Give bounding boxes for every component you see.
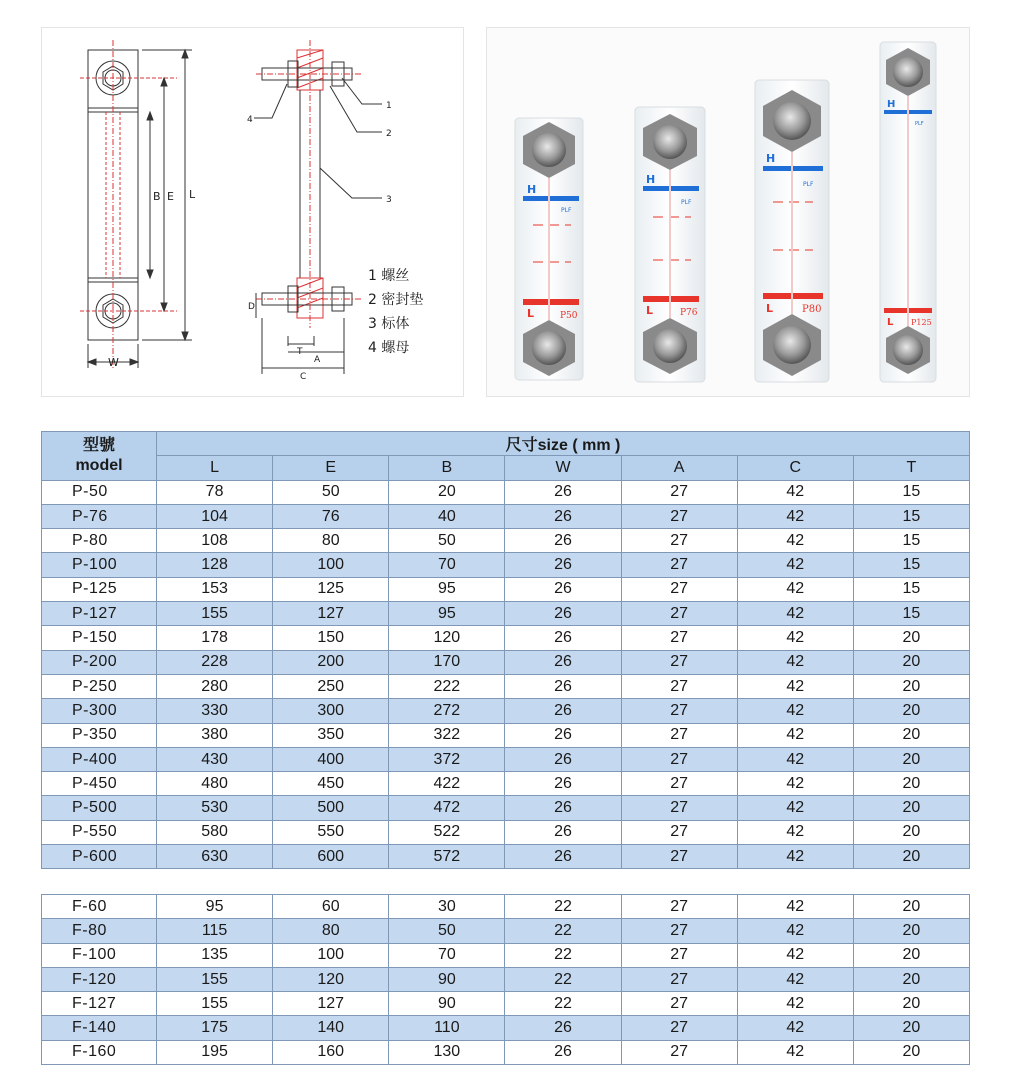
model-cell: P-80: [42, 529, 157, 553]
size-cell: 125: [273, 577, 389, 601]
legend-number: 2: [368, 292, 377, 308]
legend-item: [368, 264, 423, 288]
dim-label-l: L: [189, 188, 196, 201]
size-cell: 120: [273, 967, 389, 991]
size-cell: 600: [273, 845, 389, 869]
size-cell: 110: [389, 1016, 505, 1040]
model-cell: P-550: [42, 820, 157, 844]
legend-number: 3: [368, 316, 377, 332]
column-header: T: [853, 456, 969, 480]
model-cell: P-500: [42, 796, 157, 820]
model-mark: P80: [802, 304, 822, 315]
size-cell: 160: [273, 1040, 389, 1064]
size-cell: 90: [389, 967, 505, 991]
size-cell: 42: [737, 967, 853, 991]
size-cell: 27: [621, 845, 737, 869]
low-mark-label: L: [527, 307, 535, 320]
size-cell: 222: [389, 674, 505, 698]
model-cell: P-600: [42, 845, 157, 869]
dim-label-a: A: [314, 355, 321, 365]
size-cell: 76: [273, 504, 389, 528]
size-cell: 155: [157, 967, 273, 991]
high-mark-label: H: [887, 99, 896, 110]
legend-text: 密封垫: [381, 292, 424, 308]
size-cell: 42: [737, 772, 853, 796]
size-cell: 300: [273, 699, 389, 723]
size-cell: 530: [157, 796, 273, 820]
size-cell: 22: [505, 919, 621, 943]
size-cell: 20: [853, 747, 969, 771]
spec-table-f-series: [41, 894, 970, 1065]
size-cell: 195: [157, 1040, 273, 1064]
size-cell: 26: [505, 577, 621, 601]
table-row: [42, 1016, 970, 1040]
size-cell: 22: [505, 895, 621, 919]
size-cell: 178: [157, 626, 273, 650]
size-cell: 95: [389, 602, 505, 626]
size-cell: 200: [273, 650, 389, 674]
gauge-p125: [880, 42, 936, 382]
size-cell: 20: [853, 943, 969, 967]
size-cell: 400: [273, 747, 389, 771]
size-cell: 155: [157, 602, 273, 626]
size-cell: 130: [389, 1040, 505, 1064]
table-row: [42, 747, 970, 771]
high-mark-label: H: [766, 152, 776, 165]
size-cell: 70: [389, 943, 505, 967]
logo-mark: PLF: [915, 121, 924, 127]
size-cell: 27: [621, 895, 737, 919]
size-cell: 27: [621, 1040, 737, 1064]
logo-mark: PLF: [803, 181, 814, 188]
callout-2: 2: [386, 129, 392, 139]
size-cell: 80: [273, 919, 389, 943]
size-cell: 20: [853, 796, 969, 820]
size-cell: 472: [389, 796, 505, 820]
size-cell: 20: [853, 992, 969, 1016]
product-photos: [487, 28, 971, 398]
model-cell: P-350: [42, 723, 157, 747]
size-cell: 26: [505, 796, 621, 820]
size-cell: 50: [273, 480, 389, 504]
size-cell: 27: [621, 967, 737, 991]
column-header: L: [157, 456, 273, 480]
gauge-p76: [635, 107, 705, 382]
size-cell: 450: [273, 772, 389, 796]
model-cell: P-100: [42, 553, 157, 577]
callout-4: 4: [247, 115, 253, 125]
size-cell: 26: [505, 553, 621, 577]
model-cell: P-127: [42, 602, 157, 626]
size-cell: 27: [621, 772, 737, 796]
table-row: [42, 577, 970, 601]
size-cell: 42: [737, 723, 853, 747]
size-cell: 15: [853, 553, 969, 577]
table-row: [42, 992, 970, 1016]
dim-label-w: W: [108, 356, 119, 369]
legend-text: 螺丝: [381, 268, 410, 284]
size-cell: 322: [389, 723, 505, 747]
size-cell: 42: [737, 943, 853, 967]
size-cell: 430: [157, 747, 273, 771]
size-cell: 20: [853, 699, 969, 723]
size-cell: 422: [389, 772, 505, 796]
size-cell: 27: [621, 992, 737, 1016]
size-cell: 42: [737, 504, 853, 528]
size-cell: 135: [157, 943, 273, 967]
size-cell: 104: [157, 504, 273, 528]
model-cell: P-400: [42, 747, 157, 771]
size-cell: 480: [157, 772, 273, 796]
size-cell: 20: [853, 820, 969, 844]
table-row: [42, 650, 970, 674]
size-cell: 42: [737, 919, 853, 943]
model-cell: P-450: [42, 772, 157, 796]
size-cell: 27: [621, 504, 737, 528]
size-cell: 26: [505, 772, 621, 796]
size-cell: 26: [505, 820, 621, 844]
product-photo-panel: [486, 27, 970, 397]
size-cell: 26: [505, 529, 621, 553]
model-cell: P-76: [42, 504, 157, 528]
size-cell: 20: [853, 845, 969, 869]
size-cell: 42: [737, 602, 853, 626]
size-cell: 630: [157, 845, 273, 869]
size-cell: 95: [389, 577, 505, 601]
table-row: [42, 626, 970, 650]
table-row: [42, 602, 970, 626]
size-cell: 27: [621, 1016, 737, 1040]
size-cell: 20: [389, 480, 505, 504]
size-cell: 20: [853, 772, 969, 796]
p-series-rows: [42, 480, 970, 869]
callout-1: 1: [386, 101, 392, 111]
size-cell: 30: [389, 895, 505, 919]
size-cell: 50: [389, 919, 505, 943]
size-cell: 20: [853, 1040, 969, 1064]
size-cell: 20: [853, 674, 969, 698]
legend-text: 螺母: [381, 340, 410, 356]
size-cell: 26: [505, 747, 621, 771]
column-header: E: [273, 456, 389, 480]
size-cell: 20: [853, 723, 969, 747]
size-cell: 42: [737, 674, 853, 698]
size-cell: 127: [273, 992, 389, 1016]
size-cell: 20: [853, 626, 969, 650]
size-cell: 27: [621, 699, 737, 723]
size-cell: 100: [273, 553, 389, 577]
front-view: [80, 40, 192, 368]
callout-3: 3: [386, 195, 392, 205]
technical-drawing-panel: [41, 27, 464, 397]
section-view: [254, 40, 382, 374]
model-cell: F-80: [42, 919, 157, 943]
low-mark-label: L: [887, 317, 894, 328]
model-header: [42, 432, 157, 481]
size-cell: 42: [737, 480, 853, 504]
size-cell: 27: [621, 577, 737, 601]
size-cell: 42: [737, 650, 853, 674]
model-cell: P-200: [42, 650, 157, 674]
size-cell: 128: [157, 553, 273, 577]
size-cell: 250: [273, 674, 389, 698]
dim-label-d: D: [248, 302, 255, 312]
column-header: B: [389, 456, 505, 480]
model-cell: P-50: [42, 480, 157, 504]
size-cell: 572: [389, 845, 505, 869]
size-header: 尺寸size ( mm ): [157, 432, 970, 456]
table-row: [42, 480, 970, 504]
logo-mark: PLF: [681, 199, 692, 206]
legend-item: [368, 288, 423, 312]
parts-legend: [368, 264, 423, 360]
size-cell: 550: [273, 820, 389, 844]
size-cell: 330: [157, 699, 273, 723]
model-mark: P76: [680, 308, 698, 318]
size-cell: 120: [389, 626, 505, 650]
size-cell: 155: [157, 992, 273, 1016]
model-mark: P50: [560, 311, 578, 321]
size-cell: 27: [621, 553, 737, 577]
size-cell: 70: [389, 553, 505, 577]
size-cell: 26: [505, 504, 621, 528]
high-mark-label: H: [646, 173, 656, 186]
table-row: [42, 699, 970, 723]
size-cell: 42: [737, 1016, 853, 1040]
model-mark: P125: [911, 318, 932, 327]
size-cell: 27: [621, 820, 737, 844]
size-cell: 27: [621, 943, 737, 967]
legend-text: 标体: [381, 316, 410, 332]
dim-label-e: E: [167, 190, 174, 203]
table-row: [42, 529, 970, 553]
size-cell: 153: [157, 577, 273, 601]
size-cell: 372: [389, 747, 505, 771]
size-cell: 42: [737, 747, 853, 771]
table-row: [42, 943, 970, 967]
size-cell: 280: [157, 674, 273, 698]
table-row: [42, 820, 970, 844]
size-cell: 580: [157, 820, 273, 844]
size-cell: 170: [389, 650, 505, 674]
dim-label-b: B: [153, 190, 161, 203]
table-row: [42, 674, 970, 698]
model-cell: F-60: [42, 895, 157, 919]
size-cell: 27: [621, 919, 737, 943]
gauge-p50: [515, 118, 583, 380]
size-cell: 350: [273, 723, 389, 747]
size-cell: 22: [505, 967, 621, 991]
column-header: C: [737, 456, 853, 480]
column-header: A: [621, 456, 737, 480]
low-mark-label: L: [766, 302, 774, 315]
size-cell: 380: [157, 723, 273, 747]
size-cell: 26: [505, 699, 621, 723]
model-cell: P-150: [42, 626, 157, 650]
size-cell: 42: [737, 845, 853, 869]
size-cell: 42: [737, 1040, 853, 1064]
size-cell: 522: [389, 820, 505, 844]
table-row: [42, 504, 970, 528]
size-cell: 500: [273, 796, 389, 820]
size-cell: 27: [621, 480, 737, 504]
dim-label-c: C: [300, 372, 307, 382]
legend-item: [368, 312, 423, 336]
size-cell: 15: [853, 602, 969, 626]
size-cell: 22: [505, 992, 621, 1016]
table-row: [42, 796, 970, 820]
size-cell: 15: [853, 529, 969, 553]
table-row: [42, 1040, 970, 1064]
size-cell: 42: [737, 895, 853, 919]
size-cell: 60: [273, 895, 389, 919]
size-cell: 26: [505, 480, 621, 504]
size-cell: 20: [853, 895, 969, 919]
size-cell: 175: [157, 1016, 273, 1040]
size-cell: 26: [505, 626, 621, 650]
table-row: [42, 919, 970, 943]
table-row: [42, 772, 970, 796]
size-cell: 40: [389, 504, 505, 528]
size-cell: 20: [853, 1016, 969, 1040]
size-cell: 20: [853, 919, 969, 943]
size-cell: 27: [621, 602, 737, 626]
size-cell: 26: [505, 845, 621, 869]
size-cell: 26: [505, 602, 621, 626]
legend-number: 4: [368, 340, 377, 356]
size-cell: 42: [737, 626, 853, 650]
size-cell: 26: [505, 674, 621, 698]
gauge-p80: [755, 80, 829, 382]
table-row: [42, 723, 970, 747]
model-cell: F-100: [42, 943, 157, 967]
size-cell: 20: [853, 650, 969, 674]
size-cell: 26: [505, 1040, 621, 1064]
size-cell: 15: [853, 504, 969, 528]
size-cell: 228: [157, 650, 273, 674]
high-mark-label: H: [527, 183, 537, 196]
table-row: [42, 553, 970, 577]
table-row: [42, 845, 970, 869]
size-cell: 90: [389, 992, 505, 1016]
size-cell: 42: [737, 992, 853, 1016]
size-cell: 26: [505, 1016, 621, 1040]
size-cell: 27: [621, 626, 737, 650]
size-cell: 127: [273, 602, 389, 626]
size-cell: 26: [505, 650, 621, 674]
size-cell: 15: [853, 480, 969, 504]
size-cell: 150: [273, 626, 389, 650]
size-cell: 42: [737, 820, 853, 844]
size-cell: 100: [273, 943, 389, 967]
size-cell: 20: [853, 967, 969, 991]
size-cell: 272: [389, 699, 505, 723]
size-cell: 42: [737, 577, 853, 601]
logo-mark: PLF: [561, 207, 572, 214]
size-cell: 27: [621, 650, 737, 674]
spec-table-p-series: [41, 431, 970, 869]
size-cell: 26: [505, 723, 621, 747]
column-header: W: [505, 456, 621, 480]
size-cell: 27: [621, 674, 737, 698]
legend-item: [368, 336, 423, 360]
model-cell: F-140: [42, 1016, 157, 1040]
size-cell: 27: [621, 723, 737, 747]
size-cell: 78: [157, 480, 273, 504]
model-header-en: model: [75, 456, 123, 474]
dim-label-t: T: [297, 347, 303, 357]
model-cell: P-250: [42, 674, 157, 698]
size-cell: 140: [273, 1016, 389, 1040]
size-cell: 42: [737, 553, 853, 577]
size-cell: 42: [737, 699, 853, 723]
model-cell: P-125: [42, 577, 157, 601]
size-cell: 95: [157, 895, 273, 919]
model-cell: F-120: [42, 967, 157, 991]
size-cell: 27: [621, 747, 737, 771]
size-cell: 108: [157, 529, 273, 553]
legend-number: 1: [368, 268, 377, 284]
table-row: [42, 967, 970, 991]
size-cell: 42: [737, 529, 853, 553]
size-cell: 27: [621, 796, 737, 820]
size-cell: 42: [737, 796, 853, 820]
size-cell: 115: [157, 919, 273, 943]
model-cell: P-300: [42, 699, 157, 723]
size-cell: 15: [853, 577, 969, 601]
model-cell: F-160: [42, 1040, 157, 1064]
model-header-cn: 型號: [82, 436, 115, 454]
size-cell: 80: [273, 529, 389, 553]
table-row: [42, 895, 970, 919]
size-cell: 27: [621, 529, 737, 553]
model-cell: F-127: [42, 992, 157, 1016]
low-mark-label: L: [646, 304, 654, 317]
size-cell: 50: [389, 529, 505, 553]
size-cell: 22: [505, 943, 621, 967]
f-series-rows: [42, 895, 970, 1065]
